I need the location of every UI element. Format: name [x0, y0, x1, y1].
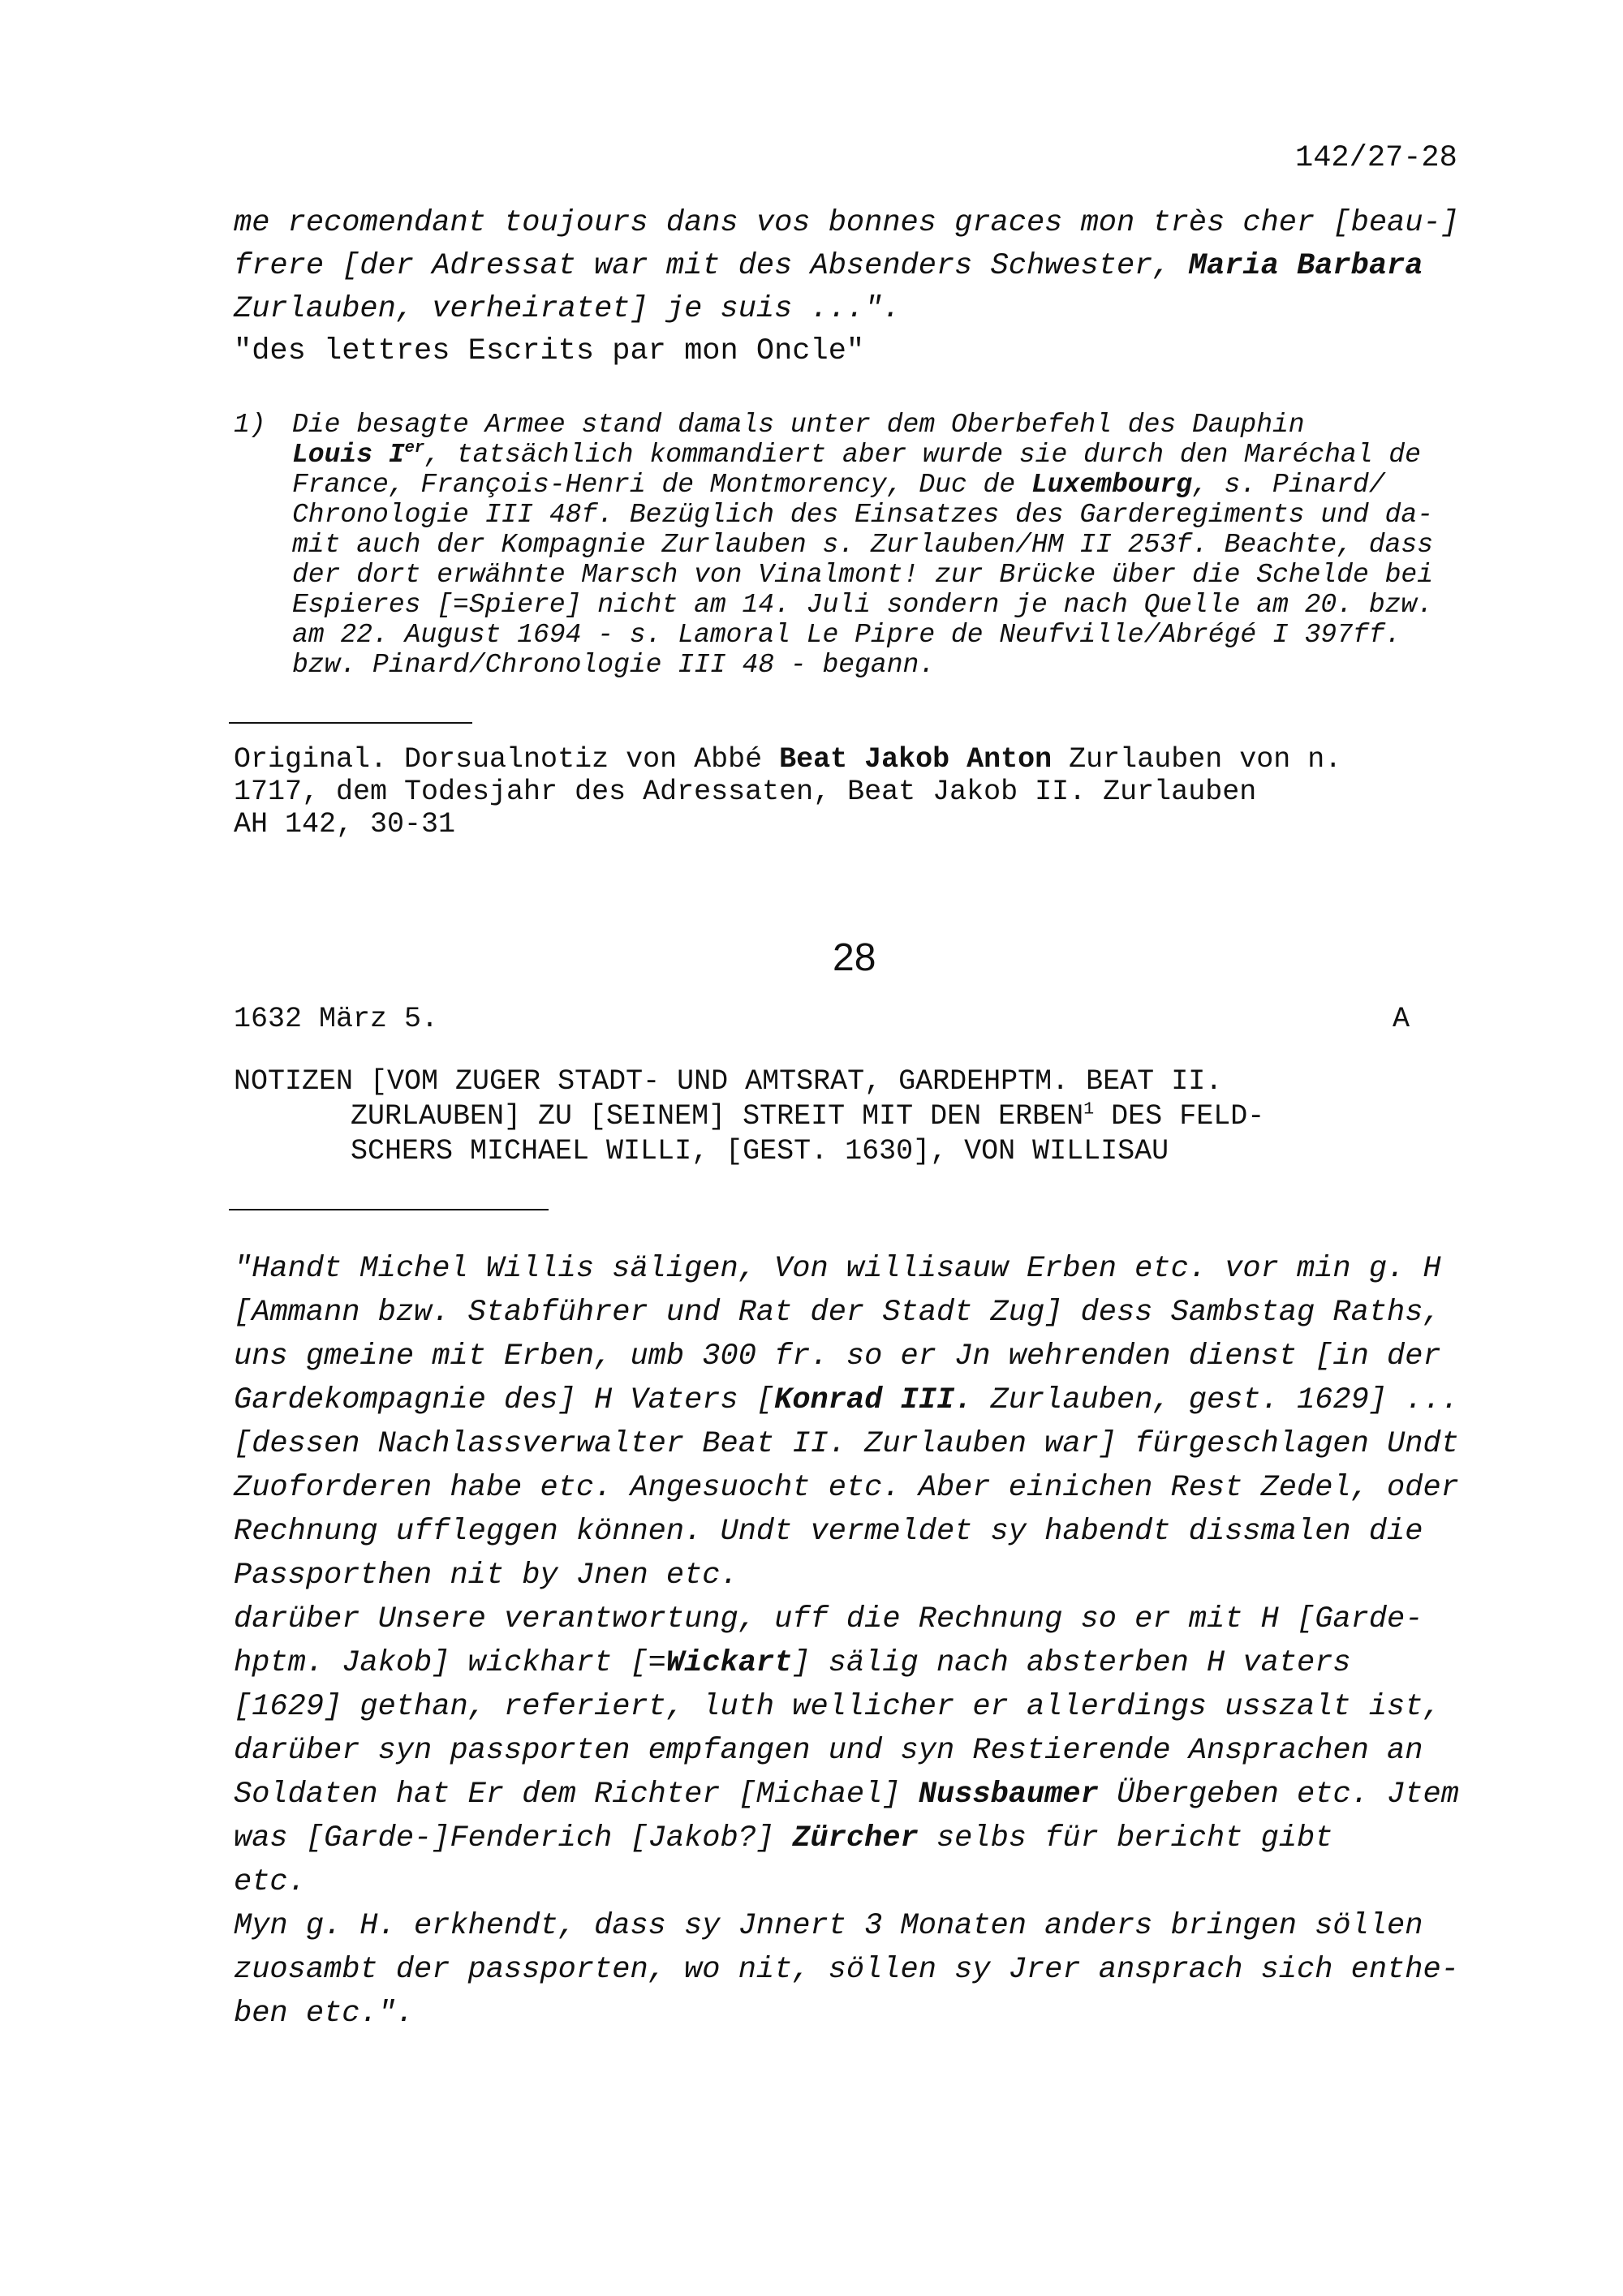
document-heading-line: SCHERS MICHAEL WILLI, [GEST. 1630], VON WILLISAU — [351, 1135, 1169, 1167]
person-name: Zürcher — [792, 1821, 919, 1855]
footnote-reference: 1 — [1083, 1099, 1095, 1120]
transcription-line: [Ammann bzw. Stabführer und Rat der Stadt Zug] dess Sambstag Raths, — [234, 1296, 1441, 1330]
person-name: Beat Jakob Anton — [779, 743, 1053, 776]
footnote-line: am 22. August 1694 - s. Lamoral Le Pipre de Neufville/Abrégé I 397ff. — [292, 620, 1401, 650]
footnote-line: bzw. Pinard/Chronologie III 48 - begann. — [292, 650, 936, 680]
person-name: Louis I — [292, 440, 405, 470]
page-reference: 142/27-28 — [1295, 141, 1457, 175]
transcription-line: darüber Unsere verantwortung, uff die Rechnung so er mit H [Garde- — [234, 1602, 1423, 1636]
document-heading-line: ZURLAUBEN] ZU [SEINEM] STREIT MIT DEN ERBEN$^1$ DES FELD- — [351, 1099, 1265, 1133]
section-divider — [229, 722, 472, 724]
transcription-line: Rechnung uffleggen können. Undt vermeldet sy habendt dissmalen die — [234, 1515, 1423, 1549]
letter-end-line: me recomendant toujours dans vos bonnes graces mon très cher [beau-] — [234, 206, 1459, 240]
document-date: 1632 März 5. — [234, 1003, 439, 1035]
transcription-line: uns gmeine mit Erben, umb 300 fr. so er Jn wehrenden dienst [in der — [234, 1339, 1441, 1374]
source-note-line: Original. Dorsualnotiz von Abbé Beat Jakob Anton Zurlauben von n. — [234, 743, 1342, 776]
source-note-line: AH 142, 30-31 — [234, 808, 456, 841]
place-name: Luxembourg — [1031, 470, 1192, 500]
transcription-line: [dessen Nachlassverwalter Beat II. Zurlauben war] fürgeschlagen Undt — [234, 1427, 1459, 1461]
footnote-line: Chronologie III 48f. Bezüglich des Einsatzes des Garderegiments und da- — [292, 500, 1434, 530]
document-type-mark: A — [1393, 1003, 1410, 1035]
letter-end-line: frere [der Adressat war mit des Absenders Schwester, Maria Barbara — [234, 249, 1423, 283]
transcription-line: [1629] gethan, referiert, luth wellicher er allerdings usszalt ist, — [234, 1690, 1441, 1724]
person-name: Wickart — [665, 1646, 793, 1680]
footnote-line: Louis Ier, tatsächlich kommandiert aber wurde sie durch den Maréchal de — [292, 439, 1421, 470]
transcription-line: was [Garde-]Fenderich [Jakob?] Zürcher selbs für bericht gibt — [234, 1821, 1333, 1855]
transcription-line: Zuoforderen habe etc. Angesuocht etc. Aber einichen Rest Zedel, oder — [234, 1471, 1459, 1505]
footnote-line: Die besagte Armee stand damals unter dem Oberbefehl des Dauphin — [292, 410, 1305, 440]
transcription-line: Soldaten hat Er dem Richter [Michael] Nussbaumer Übergeben etc. Jtem — [234, 1778, 1459, 1812]
person-name: Nussbaumer — [918, 1778, 1099, 1812]
transcription-line: "Handt Michel Willis säligen, Von willisauw Erben etc. vor min g. H — [234, 1252, 1441, 1286]
document-heading-line: NOTIZEN [VOM ZUGER STADT- UND AMTSRAT, GARDEHPTM. BEAT II. — [234, 1065, 1223, 1098]
footnote-line: mit auch der Kompagnie Zurlauben s. Zurlauben/HM II 253f. Beachte, dass — [292, 530, 1434, 560]
transcription-line: Gardekompagnie des] H Vaters [Konrad III. Zurlauben, gest. 1629] ... — [234, 1383, 1459, 1417]
document-number: 28 — [833, 936, 876, 979]
source-note-line: 1717, dem Todesjahr des Adressaten, Beat Jakob II. Zurlauben — [234, 776, 1257, 808]
person-name: Maria Barbara — [1188, 249, 1423, 283]
transcription-line: etc. — [234, 1865, 306, 1899]
transcription-line: Passporthen nit by Jnen etc. — [234, 1559, 738, 1593]
heading-divider — [229, 1209, 549, 1210]
archive-title-line: "des lettres Escrits par mon Oncle" — [234, 334, 865, 368]
footnote-marker: 1) — [234, 410, 266, 440]
person-name: Konrad III. — [774, 1383, 973, 1417]
footnote-line: France, François-Henri de Montmorency, Duc de Luxembourg, s. Pinard/ — [292, 470, 1385, 500]
transcription-line: Myn g. H. erkhendt, dass sy Jnnert 3 Monaten anders bringen söllen — [234, 1909, 1423, 1943]
transcription-line: hptm. Jakob] wickhart [=Wickart] sälig nach absterben H vaters — [234, 1646, 1351, 1680]
footnote-line: der dort erwähnte Marsch von Vinalmont! zur Brücke über die Schelde bei — [292, 560, 1434, 590]
footnote-line: Espieres [=Spiere] nicht am 14. Juli sondern je nach Quelle am 20. bzw. — [292, 590, 1434, 620]
transcription-line: darüber syn passporten empfangen und syn Restierende Ansprachen an — [234, 1734, 1423, 1768]
transcription-line: zuosambt der passporten, wo nit, söllen sy Jrer ansprach sich enthe- — [234, 1953, 1459, 1987]
superscript: er — [404, 439, 425, 458]
letter-end-line: Zurlauben, verheiratet] je suis ...". — [234, 292, 901, 326]
transcription-line: ben etc.". — [234, 1997, 415, 2031]
